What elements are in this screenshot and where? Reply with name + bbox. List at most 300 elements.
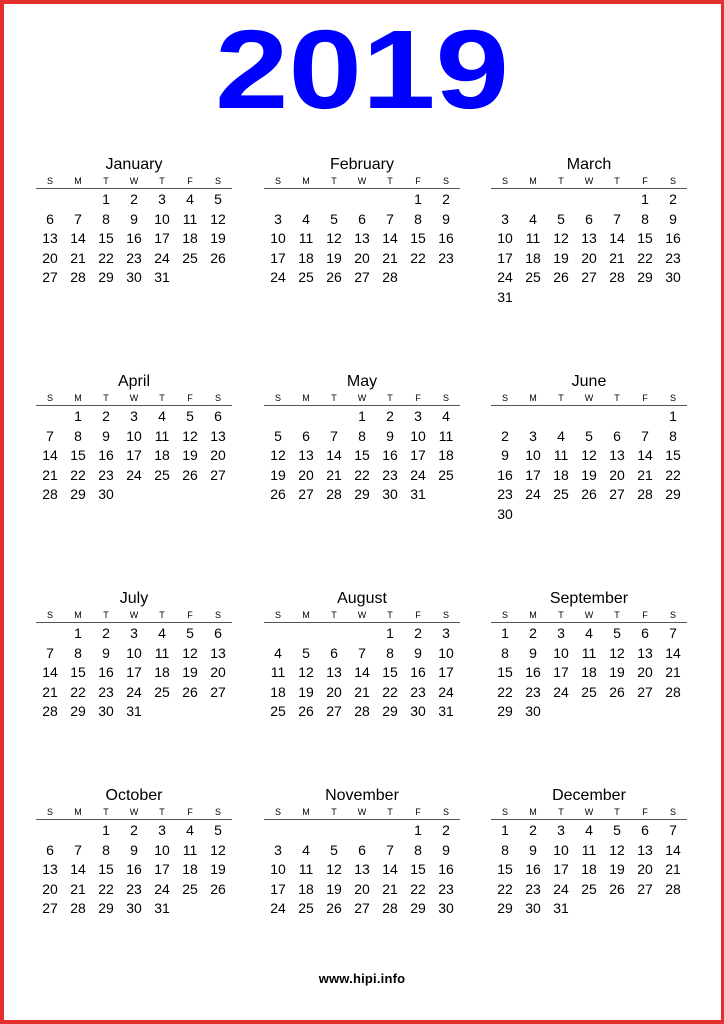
day-cell: 25 <box>438 466 454 483</box>
day-cell: 2 <box>501 427 509 444</box>
day-cell: 20 <box>354 249 370 266</box>
day-cell: 3 <box>557 822 565 838</box>
day-cell: 24 <box>154 880 170 897</box>
day-cell: 21 <box>665 861 681 877</box>
day-cell: 17 <box>553 861 569 877</box>
weekday-header: M <box>74 176 82 186</box>
day-cell: 7 <box>669 822 677 838</box>
day-cell: 28 <box>382 900 398 916</box>
month-name: October <box>105 787 163 804</box>
day-cell: 12 <box>581 447 597 463</box>
day-cell: 20 <box>609 466 625 483</box>
day-cell: 23 <box>665 249 681 266</box>
day-cell: 3 <box>274 210 282 227</box>
day-cell: 28 <box>70 269 86 285</box>
day-cell: 24 <box>410 466 426 483</box>
day-cell: 17 <box>154 230 170 246</box>
day-cell: 14 <box>42 664 58 680</box>
day-cell: 27 <box>298 486 314 502</box>
day-grid <box>36 190 232 288</box>
day-grid <box>36 821 232 919</box>
weekday-header: F <box>642 610 648 620</box>
day-cell: 31 <box>154 900 170 916</box>
weekday-header: T <box>558 610 564 620</box>
day-cell: 4 <box>158 408 166 424</box>
day-cell: 9 <box>501 447 509 463</box>
weekday-header: T <box>103 807 109 817</box>
day-cell: 5 <box>186 408 194 424</box>
day-cell: 7 <box>669 625 677 641</box>
day-cell: 15 <box>637 230 653 246</box>
day-cell: 4 <box>186 191 194 207</box>
empty-cell <box>36 624 64 644</box>
day-cell: 30 <box>126 900 142 916</box>
day-cell: 29 <box>497 900 513 916</box>
day-cell: 12 <box>270 447 286 463</box>
day-cell: 27 <box>42 900 58 916</box>
day-cell: 11 <box>581 841 597 858</box>
weekday-header: T <box>387 807 393 817</box>
day-grid <box>36 407 232 505</box>
day-cell: 30 <box>98 486 114 502</box>
day-cell: 12 <box>298 664 314 680</box>
day-cell: 13 <box>637 841 653 858</box>
day-cell: 18 <box>553 466 569 483</box>
day-cell: 24 <box>126 683 142 700</box>
day-cell: 7 <box>74 841 82 858</box>
day-cell: 21 <box>42 466 58 483</box>
day-cell: 10 <box>126 427 142 444</box>
day-cell: 29 <box>382 703 398 719</box>
weekday-header: S <box>214 176 221 186</box>
day-cell: 8 <box>414 841 422 858</box>
weekday-header-row <box>36 806 232 820</box>
day-cell: 10 <box>553 644 569 661</box>
month-january <box>36 156 232 288</box>
day-cell: 8 <box>74 427 82 444</box>
day-cell: 25 <box>182 880 198 897</box>
day-cell: 12 <box>326 230 342 246</box>
day-cell: 19 <box>182 447 198 463</box>
day-cell: 22 <box>70 466 86 483</box>
year-heading <box>0 24 724 121</box>
empty-cell <box>320 821 348 841</box>
day-cell: 29 <box>98 900 114 916</box>
day-cell: 11 <box>298 861 314 877</box>
weekday-header: T <box>103 176 109 186</box>
day-cell: 11 <box>553 447 569 463</box>
day-cell: 2 <box>529 822 537 838</box>
empty-cell <box>292 624 320 644</box>
day-cell: 9 <box>414 644 422 661</box>
weekday-header: M <box>302 807 310 817</box>
weekday-header: M <box>529 176 537 186</box>
day-cell: 17 <box>553 664 569 680</box>
day-cell: 4 <box>585 822 593 838</box>
weekday-header: T <box>614 176 620 186</box>
weekday-header: T <box>331 393 337 403</box>
day-cell: 1 <box>74 408 82 424</box>
day-cell: 25 <box>581 683 597 700</box>
day-cell: 3 <box>274 841 282 858</box>
day-cell: 15 <box>70 447 86 463</box>
month-september <box>491 590 687 722</box>
day-cell: 22 <box>665 466 681 483</box>
day-cell: 6 <box>214 625 222 641</box>
day-grid <box>491 624 687 722</box>
weekday-header: T <box>159 610 165 620</box>
day-cell: 25 <box>154 683 170 700</box>
svg-text:2019: 2019 <box>215 24 509 116</box>
weekday-header: S <box>442 393 449 403</box>
weekday-header: S <box>442 610 449 620</box>
day-cell: 3 <box>501 210 509 227</box>
day-cell: 17 <box>410 447 426 463</box>
empty-cell <box>320 407 348 427</box>
day-cell: 5 <box>330 841 338 858</box>
day-cell: 25 <box>298 269 314 285</box>
weekday-header-row <box>36 609 232 623</box>
empty-cell <box>292 407 320 427</box>
weekday-header: F <box>187 807 193 817</box>
weekday-header: T <box>387 610 393 620</box>
day-cell: 9 <box>529 644 537 661</box>
day-cell: 20 <box>581 249 597 266</box>
day-cell: 26 <box>270 486 286 502</box>
day-cell: 7 <box>46 427 54 444</box>
month-name: March <box>566 156 612 173</box>
day-cell: 28 <box>609 269 625 285</box>
day-cell: 10 <box>126 644 142 661</box>
weekday-header: F <box>642 176 648 186</box>
day-cell: 8 <box>74 644 82 661</box>
day-cell: 9 <box>442 210 450 227</box>
day-cell: 10 <box>154 841 170 858</box>
day-cell: 1 <box>414 822 422 838</box>
day-cell: 22 <box>354 466 370 483</box>
day-cell: 26 <box>326 900 342 916</box>
weekday-header: S <box>46 393 53 403</box>
day-cell: 27 <box>354 269 370 285</box>
month-name: April <box>117 373 150 390</box>
day-cell: 8 <box>414 210 422 227</box>
day-cell: 20 <box>326 683 342 700</box>
empty-cell <box>292 190 320 210</box>
day-cell: 3 <box>557 625 565 641</box>
weekday-header: F <box>415 393 421 403</box>
day-cell: 12 <box>553 230 569 246</box>
day-cell: 27 <box>581 269 597 285</box>
day-cell: 10 <box>525 447 541 463</box>
day-cell: 17 <box>438 664 454 680</box>
day-cell: 24 <box>525 486 541 502</box>
day-cell: 27 <box>210 683 226 700</box>
weekday-header-row <box>264 609 460 623</box>
day-cell: 26 <box>298 703 314 719</box>
day-cell: 7 <box>613 210 621 227</box>
day-cell: 9 <box>529 841 537 858</box>
day-cell: 15 <box>410 861 426 877</box>
day-cell: 15 <box>497 861 513 877</box>
day-cell: 1 <box>102 822 110 838</box>
day-grid <box>264 190 460 288</box>
day-cell: 21 <box>70 880 86 897</box>
day-cell: 29 <box>98 269 114 285</box>
weekday-header: S <box>214 393 221 403</box>
weekday-header: S <box>214 610 221 620</box>
weekday-header: S <box>46 610 53 620</box>
day-cell: 8 <box>641 210 649 227</box>
empty-cell <box>376 190 404 210</box>
empty-cell <box>575 190 603 210</box>
day-cell: 17 <box>497 249 513 266</box>
day-cell: 25 <box>553 486 569 502</box>
day-cell: 15 <box>98 230 114 246</box>
day-cell: 28 <box>326 486 342 502</box>
website-footer: www.hipi.info <box>318 971 406 986</box>
month-april <box>36 373 232 505</box>
day-cell: 18 <box>182 230 198 246</box>
weekday-header-row <box>264 175 460 189</box>
day-cell: 13 <box>354 230 370 246</box>
day-cell: 26 <box>553 269 569 285</box>
day-cell: 24 <box>270 900 286 916</box>
month-name: November <box>325 787 399 804</box>
day-cell: 1 <box>414 191 422 207</box>
day-cell: 18 <box>154 447 170 463</box>
day-cell: 21 <box>637 466 653 483</box>
weekday-header: T <box>614 393 620 403</box>
day-cell: 9 <box>386 427 394 444</box>
day-cell: 9 <box>102 427 110 444</box>
weekday-header: M <box>529 393 537 403</box>
weekday-header: T <box>331 807 337 817</box>
day-cell: 10 <box>553 841 569 858</box>
day-cell: 22 <box>497 880 513 897</box>
day-cell: 23 <box>98 683 114 700</box>
day-cell: 20 <box>298 466 314 483</box>
day-cell: 30 <box>126 269 142 285</box>
day-cell: 17 <box>270 880 286 897</box>
day-cell: 24 <box>438 683 454 700</box>
day-cell: 22 <box>98 880 114 897</box>
day-cell: 26 <box>182 466 198 483</box>
day-cell: 2 <box>102 408 110 424</box>
day-cell: 12 <box>210 841 226 858</box>
empty-cell <box>320 624 348 644</box>
day-cell: 13 <box>42 230 58 246</box>
day-cell: 2 <box>442 822 450 838</box>
day-cell: 16 <box>126 230 142 246</box>
day-cell: 11 <box>581 644 597 661</box>
day-cell: 13 <box>326 664 342 680</box>
day-cell: 5 <box>613 822 621 838</box>
day-cell: 10 <box>497 230 513 246</box>
weekday-header: F <box>642 393 648 403</box>
day-cell: 24 <box>126 466 142 483</box>
weekday-header: S <box>669 393 676 403</box>
month-november <box>264 787 460 919</box>
weekday-header: S <box>669 807 676 817</box>
month-march <box>491 156 687 307</box>
day-cell: 17 <box>270 249 286 266</box>
day-cell: 1 <box>501 822 509 838</box>
day-cell: 12 <box>609 644 625 661</box>
weekday-header-row <box>491 175 687 189</box>
empty-cell <box>264 624 292 644</box>
day-cell: 28 <box>665 880 681 897</box>
weekday-header: S <box>501 393 508 403</box>
day-cell: 23 <box>525 683 541 700</box>
day-cell: 10 <box>270 861 286 877</box>
empty-cell <box>36 821 64 841</box>
day-cell: 6 <box>641 822 649 838</box>
day-cell: 30 <box>525 703 541 719</box>
weekday-header: S <box>46 176 53 186</box>
day-cell: 5 <box>585 427 593 444</box>
day-cell: 16 <box>126 861 142 877</box>
day-cell: 3 <box>130 408 138 424</box>
day-cell: 29 <box>637 269 653 285</box>
day-cell: 7 <box>386 210 394 227</box>
day-cell: 8 <box>102 841 110 858</box>
day-cell: 6 <box>330 644 338 661</box>
day-cell: 11 <box>438 427 454 444</box>
day-cell: 30 <box>497 505 513 522</box>
day-cell: 15 <box>410 230 426 246</box>
month-december <box>491 787 687 919</box>
day-cell: 10 <box>410 427 426 444</box>
day-cell: 18 <box>298 880 314 897</box>
day-cell: 23 <box>497 486 513 502</box>
day-cell: 20 <box>210 664 226 680</box>
day-cell: 13 <box>298 447 314 463</box>
weekday-header: T <box>614 610 620 620</box>
month-name: June <box>571 373 607 390</box>
empty-cell <box>603 190 631 210</box>
day-cell: 18 <box>525 249 541 266</box>
day-cell: 25 <box>525 269 541 285</box>
weekday-header: T <box>558 176 564 186</box>
day-cell: 3 <box>158 191 166 207</box>
day-cell: 3 <box>130 625 138 641</box>
weekday-header: T <box>103 610 109 620</box>
day-grid <box>491 190 687 307</box>
day-cell: 1 <box>501 625 509 641</box>
day-cell: 5 <box>330 210 338 227</box>
day-cell: 26 <box>581 486 597 502</box>
day-cell: 21 <box>609 249 625 266</box>
day-cell: 1 <box>74 625 82 641</box>
day-cell: 25 <box>182 249 198 266</box>
day-cell: 19 <box>182 664 198 680</box>
day-cell: 14 <box>609 230 625 246</box>
weekday-header: M <box>302 610 310 620</box>
day-cell: 11 <box>182 210 198 227</box>
day-cell: 18 <box>581 664 597 680</box>
day-cell: 2 <box>386 408 394 424</box>
day-cell: 8 <box>501 644 509 661</box>
day-cell: 21 <box>382 249 398 266</box>
weekday-header: T <box>159 176 165 186</box>
day-cell: 30 <box>438 900 454 916</box>
day-cell: 17 <box>154 861 170 877</box>
day-cell: 4 <box>442 408 450 424</box>
weekday-header: T <box>159 807 165 817</box>
weekday-header: M <box>529 610 537 620</box>
day-cell: 1 <box>358 408 366 424</box>
day-cell: 8 <box>669 427 677 444</box>
day-cell: 29 <box>410 900 426 916</box>
day-cell: 16 <box>438 861 454 877</box>
day-cell: 26 <box>210 249 226 266</box>
day-cell: 30 <box>98 703 114 719</box>
day-cell: 15 <box>98 861 114 877</box>
day-cell: 21 <box>382 880 398 897</box>
empty-cell <box>631 407 659 427</box>
day-cell: 30 <box>410 703 426 719</box>
day-cell: 19 <box>210 230 226 246</box>
day-cell: 18 <box>182 861 198 877</box>
day-cell: 27 <box>210 466 226 483</box>
day-cell: 13 <box>210 427 226 444</box>
day-cell: 5 <box>302 644 310 661</box>
weekday-header-row <box>491 806 687 820</box>
weekday-header: W <box>129 176 139 186</box>
day-cell: 12 <box>182 644 198 661</box>
month-may <box>264 373 460 505</box>
day-cell: 19 <box>326 880 342 897</box>
day-cell: 2 <box>669 191 677 207</box>
day-cell: 9 <box>102 644 110 661</box>
day-cell: 6 <box>46 841 54 858</box>
day-cell: 5 <box>214 191 222 207</box>
day-cell: 24 <box>497 269 513 285</box>
weekday-header: F <box>642 807 648 817</box>
day-cell: 30 <box>665 269 681 285</box>
day-cell: 1 <box>669 408 677 424</box>
day-cell: 21 <box>42 683 58 700</box>
day-cell: 12 <box>609 841 625 858</box>
day-cell: 6 <box>302 427 310 444</box>
day-cell: 1 <box>641 191 649 207</box>
day-cell: 12 <box>182 427 198 444</box>
day-cell: 21 <box>326 466 342 483</box>
day-cell: 4 <box>302 210 310 227</box>
weekday-header: S <box>442 176 449 186</box>
empty-cell <box>547 190 575 210</box>
day-cell: 26 <box>609 880 625 897</box>
day-cell: 5 <box>557 210 565 227</box>
weekday-header: S <box>669 176 676 186</box>
empty-cell <box>36 190 64 210</box>
day-cell: 24 <box>270 269 286 285</box>
empty-cell <box>36 407 64 427</box>
day-cell: 28 <box>382 269 398 285</box>
empty-cell <box>264 407 292 427</box>
day-cell: 8 <box>358 427 366 444</box>
day-cell: 20 <box>637 861 653 877</box>
day-cell: 27 <box>326 703 342 719</box>
day-cell: 23 <box>382 466 398 483</box>
day-cell: 17 <box>525 466 541 483</box>
day-cell: 1 <box>102 191 110 207</box>
day-cell: 24 <box>553 683 569 700</box>
day-cell: 12 <box>326 861 342 877</box>
day-cell: 23 <box>525 880 541 897</box>
day-cell: 13 <box>210 644 226 661</box>
day-cell: 15 <box>70 664 86 680</box>
